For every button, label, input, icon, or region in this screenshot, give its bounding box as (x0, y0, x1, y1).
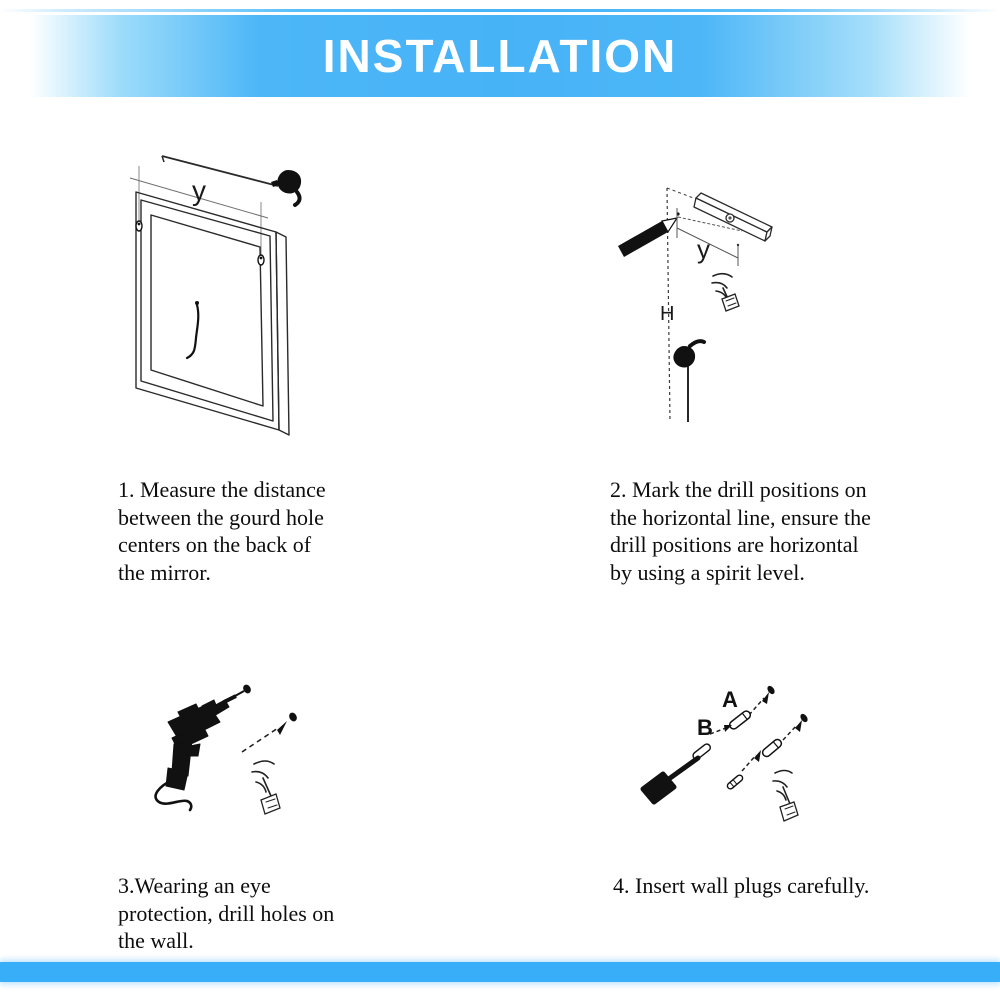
dashed-arrow-icon (742, 750, 761, 771)
pencil-icon (618, 212, 680, 257)
dashed-arrow-icon (242, 721, 287, 752)
step-4-line: 4. Insert wall plugs carefully. (613, 873, 870, 898)
distance-y-label: y (697, 234, 710, 264)
step-1-text (118, 476, 368, 586)
step-4-text (613, 872, 923, 900)
step-1-line: 1. Measure the distance (118, 477, 326, 502)
step-2-line: drill positions are horizontal (610, 532, 859, 557)
step-3-text (118, 872, 378, 955)
bottom-divider-bar (0, 962, 1000, 982)
dashed-arrow-icon (749, 692, 769, 715)
drill-icon (166, 691, 244, 790)
wall-plugs-illustration (620, 665, 850, 835)
height-h-label: H (660, 303, 675, 325)
distance-y-label: y (192, 175, 206, 206)
drill-illustration (130, 660, 350, 840)
plug-b-label: B (697, 715, 713, 740)
step-1-line: the mirror. (118, 559, 211, 585)
mirror-measure-illustration (100, 140, 320, 460)
dashed-arrow-icon (783, 720, 802, 740)
wall-plug-icon (761, 738, 783, 758)
screws-sketch-icon (773, 771, 798, 822)
step-3-line: protection, drill holes on (118, 900, 335, 926)
screws-sketch-icon (712, 274, 739, 311)
screwdriver-icon (643, 758, 698, 802)
step-2-line: the horizontal line, ensure the (610, 504, 871, 530)
drill-hole-icon (242, 683, 253, 695)
drill-hole-icon (766, 685, 776, 696)
power-cord-icon (187, 301, 199, 358)
drill-hole-icon (288, 711, 299, 723)
screws-sketch-icon (252, 761, 280, 814)
installation-banner (0, 15, 1000, 97)
plug-a-label: A (722, 687, 738, 712)
top-divider-line (0, 9, 1000, 12)
banner-title: INSTALLATION (322, 30, 678, 82)
step-3-line: 3.Wearing an eye (118, 873, 271, 898)
screw-icon (726, 774, 744, 790)
step-2-line: by using a spirit level. (610, 559, 805, 585)
wall-plug-icon (728, 709, 752, 730)
step-1-line: between the gourd hole (118, 504, 324, 530)
step-2-text (610, 476, 910, 586)
measuring-tape-icon (162, 156, 301, 205)
measuring-tape-icon (673, 341, 704, 422)
mark-positions-illustration (600, 160, 900, 450)
step-3-line: the wall. (118, 928, 194, 953)
mirror-back-icon (136, 192, 289, 435)
step-1-line: centers on the back of (118, 532, 312, 557)
step-2-line: 2. Mark the drill positions on (610, 477, 867, 502)
dashed-arrow-icon (710, 725, 732, 734)
